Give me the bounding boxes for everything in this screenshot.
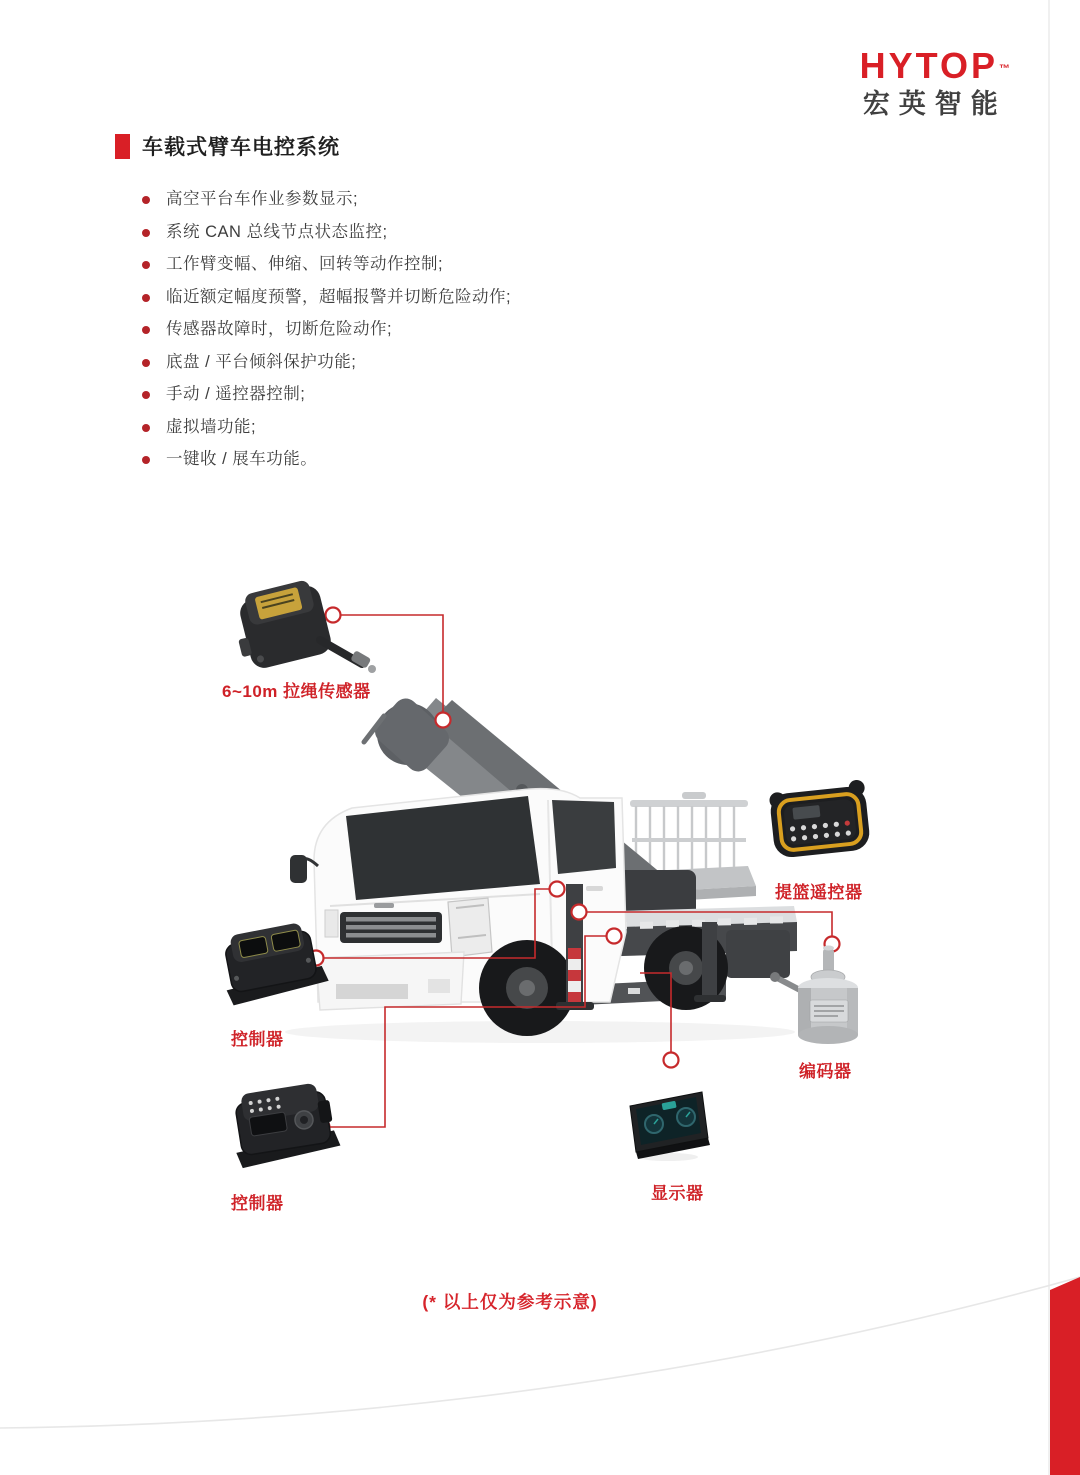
label-controller-bottom: 控制器 <box>231 1194 284 1213</box>
label-basket-remote: 提篮遥控器 <box>775 883 863 902</box>
connector-ring <box>607 929 622 944</box>
feature-item: 临近额定幅度预警，超幅报警并切断危险动作; <box>140 288 700 307</box>
feature-item: 手动 / 遥控器控制; <box>140 385 700 404</box>
feature-item: 系统 CAN 总线节点状态监控; <box>140 223 700 242</box>
page-title: 车载式臂车电控系统 <box>142 136 340 159</box>
connector-ring <box>664 1053 679 1068</box>
connector-ring <box>436 713 451 728</box>
footnote: (* 以上仅为参考示意) <box>422 1292 598 1312</box>
feature-list <box>140 190 700 483</box>
feature-item: 一键收 / 展车功能。 <box>140 450 700 469</box>
connector-ring <box>572 905 587 920</box>
controller-bottom-image <box>227 1080 341 1168</box>
section-title <box>115 131 340 161</box>
label-controller-top: 控制器 <box>231 1030 284 1049</box>
feature-item: 虚拟墙功能; <box>140 418 700 437</box>
corner-red-bar <box>1050 1277 1080 1475</box>
label-encoder: 编码器 <box>799 1062 852 1081</box>
connector-ring <box>326 608 341 623</box>
label-display: 显示器 <box>651 1184 704 1203</box>
feature-item: 工作臂变幅、伸缩、回转等动作控制; <box>140 255 700 274</box>
feature-item: 高空平台车作业参数显示; <box>140 190 700 209</box>
trademark-mark: ™ <box>999 62 1010 75</box>
truck-illustration <box>285 694 797 1043</box>
brand-logo-en <box>859 45 1010 86</box>
connector-ring <box>550 882 565 897</box>
brand-logo-text: HYTOP <box>859 45 998 86</box>
controller-top-image <box>217 919 330 1006</box>
rope-sensor-image <box>228 577 376 673</box>
brand-logo-cn: 宏英智能 <box>862 89 1007 119</box>
remote-image <box>768 779 871 859</box>
brand-logo <box>859 45 1010 119</box>
label-rope-sensor: 6~10m 拉绳传感器 <box>222 682 371 701</box>
title-marker <box>115 134 130 159</box>
display-image <box>630 1092 710 1161</box>
feature-item: 传感器故障时，切断危险动作; <box>140 320 700 339</box>
feature-item: 底盘 / 平台倾斜保护功能; <box>140 353 700 372</box>
